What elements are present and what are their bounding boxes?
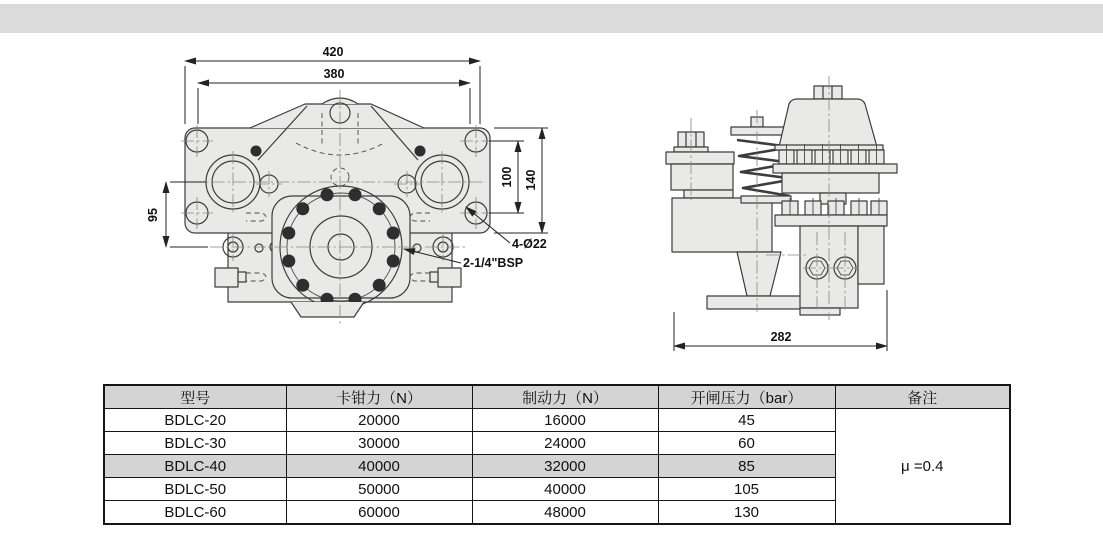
callout-holes-label: 4-Ø22 — [512, 237, 547, 251]
model-cell: BDLC-60 — [104, 501, 286, 525]
model-cell: BDLC-30 — [104, 432, 286, 455]
dim-420-label: 420 — [322, 45, 344, 59]
spec-table — [103, 384, 1011, 525]
clamp-cell: 20000 — [286, 409, 472, 432]
brake-cell: 48000 — [472, 501, 658, 525]
dim-380-label: 380 — [323, 67, 345, 81]
housing-peak — [250, 104, 424, 128]
side-view-drawing — [666, 76, 897, 351]
brake-cell: 16000 — [472, 409, 658, 432]
dome-housing — [779, 99, 877, 147]
model-cell: BDLC-20 — [104, 409, 286, 432]
table-header-row — [104, 385, 1010, 409]
callout-port-label: 2-1/4"BSP — [463, 256, 524, 270]
clamp-cell: 50000 — [286, 478, 472, 501]
dim-282-label: 282 — [770, 330, 792, 344]
dim-100-label: 100 — [500, 166, 514, 188]
pressure-cell: 60 — [658, 432, 835, 455]
col-clamping-force: 卡钳力（N） — [286, 385, 472, 409]
model-cell: BDLC-40 — [104, 455, 286, 478]
brake-cell: 40000 — [472, 478, 658, 501]
col-opening-pressure: 开闸压力（bar） — [658, 385, 835, 409]
pressure-cell: 130 — [658, 501, 835, 525]
col-braking-force: 制动力（N） — [472, 385, 658, 409]
clamp-cell: 30000 — [286, 432, 472, 455]
pressure-cell: 45 — [658, 409, 835, 432]
col-remark: 备注 — [835, 385, 1010, 409]
clamp-cell: 60000 — [286, 501, 472, 525]
front-view-drawing — [146, 45, 548, 325]
brake-cell: 32000 — [472, 455, 658, 478]
brake-cell: 24000 — [472, 432, 658, 455]
remark-cell: μ =0.4 — [835, 409, 1010, 525]
pressure-cell: 85 — [658, 455, 835, 478]
dim-95-label: 95 — [146, 208, 160, 222]
top-bolt — [814, 86, 842, 99]
clamp-cell: 40000 — [286, 455, 472, 478]
col-model: 型号 — [104, 385, 286, 409]
table-row — [104, 409, 1010, 432]
dim-140-label: 140 — [524, 169, 538, 191]
pressure-cell: 105 — [658, 478, 835, 501]
model-cell: BDLC-50 — [104, 478, 286, 501]
